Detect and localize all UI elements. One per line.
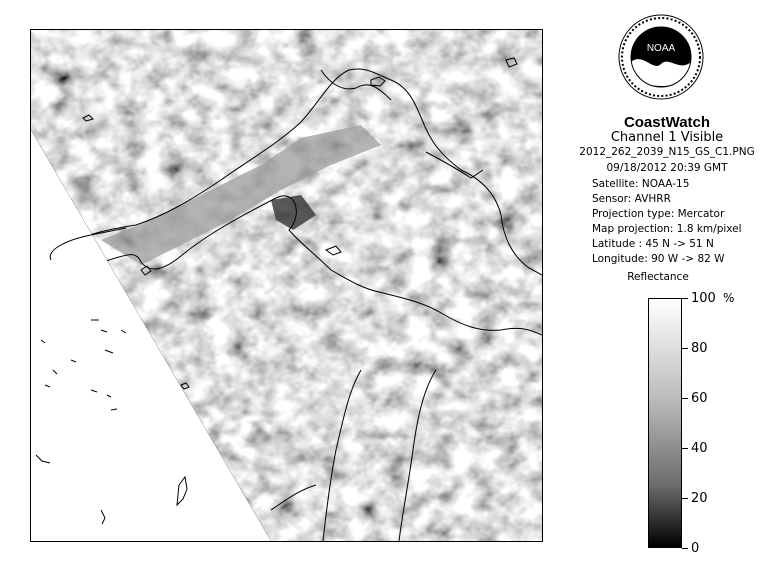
colorbar-title: Reflectance <box>627 271 689 283</box>
noaa-logo <box>618 14 704 100</box>
filename: 2012_262_2039_N15_GS_C1.PNG <box>579 146 755 158</box>
colorbar-tick-label: 60 <box>691 391 708 406</box>
map-projection: Map projection: 1.8 km/pixel <box>592 223 742 235</box>
colorbar-tick-label: 80 <box>691 341 708 356</box>
logo-text: NOAA <box>646 43 676 54</box>
product-title: CoastWatch <box>623 114 711 131</box>
colorbar-tick-label: 20 <box>691 491 708 506</box>
satellite-info: Satellite: NOAA-15 <box>592 178 690 190</box>
map-svg <box>31 30 542 541</box>
colorbar-tick-label: 40 <box>691 441 708 456</box>
sensor-info: Sensor: AVHRR <box>592 193 671 205</box>
latitude-range: Latitude : 45 N -> 51 N <box>592 238 714 250</box>
colorbar <box>648 298 682 548</box>
colorbar-unit: % <box>723 291 735 305</box>
colorbar-tick-label: 100 <box>691 291 716 306</box>
projection-type: Projection type: Mercator <box>592 208 725 220</box>
colorbar-tick <box>682 498 688 499</box>
datetime: 09/18/2012 20:39 GMT <box>606 162 728 174</box>
longitude-range: Longitude: 90 W -> 82 W <box>592 253 725 265</box>
colorbar-tick <box>682 348 688 349</box>
colorbar-tick <box>682 448 688 449</box>
noaa-emblem-icon <box>618 14 704 100</box>
colorbar-tick-label: 0 <box>691 541 700 556</box>
channel-label: Channel 1 Visible <box>610 130 724 145</box>
satellite-image <box>30 29 543 542</box>
colorbar-tick <box>682 548 688 549</box>
colorbar-tick <box>682 298 688 299</box>
colorbar-tick <box>682 398 688 399</box>
